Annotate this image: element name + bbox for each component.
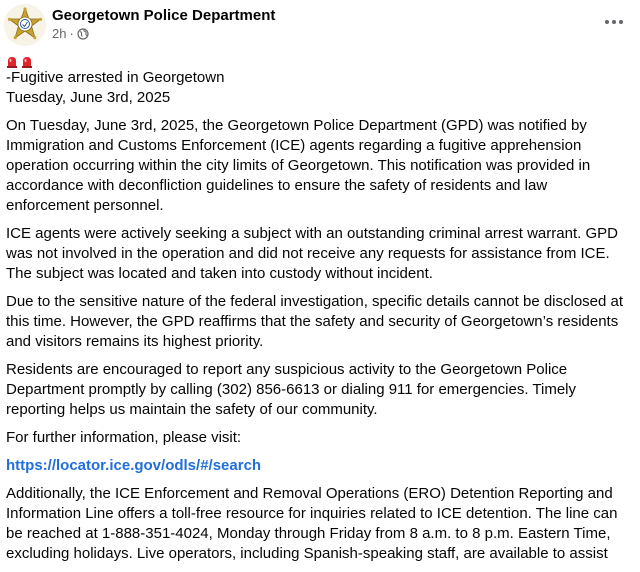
ice-locator-link[interactable]: https://locator.ice.gov/odls/#/search bbox=[6, 457, 262, 474]
police-badge-logo bbox=[4, 4, 46, 46]
paragraph-notification: On Tuesday, June 3rd, 2025, the Georgetown Police Department (GPD) was notified by Immigration and Customs Enforcement (ICE) agents regarding a fugitive apprehension operation occurring within the city limits of Georgetown. This notification was provided in accordance with deconfliction guidelines to ensure the safety of residents and law enforcement personnel. bbox=[6, 117, 591, 214]
paragraph-investigation: Due to the sensitive nature of the federal investigation, specific details cannot be disclosed at this time. However, the GPD reaffirms that the safety and security of Georgetown’s residents and visitors remains its highest priority. bbox=[6, 293, 624, 350]
page-avatar[interactable] bbox=[4, 4, 46, 46]
post-date-line: Tuesday, June 3rd, 2025 bbox=[6, 89, 171, 106]
police-siren-icon bbox=[6, 56, 18, 68]
paragraph-operation: ICE agents were actively seeking a subject with an outstanding criminal arrest warrant. GPD was not involved in the operation and did not receive any requests for assistance from ICE. The subject was located and taken into custody without incident. bbox=[6, 225, 618, 282]
meta-separator: · bbox=[69, 26, 74, 41]
post-title-line: -Fugitive arrested in Georgetown bbox=[6, 69, 225, 86]
paragraph-report: Residents are encouraged to report any suspicious activity to the Georgetown Police Department promptly by calling (302) 856-6613 or dialing 911 for emergencies. Timely reporting helps us maintain the safety of our community. bbox=[6, 361, 577, 418]
post-heading bbox=[6, 68, 632, 108]
globe-icon[interactable] bbox=[77, 28, 89, 40]
post-header bbox=[4, 4, 636, 46]
more-options-button[interactable] bbox=[602, 10, 626, 34]
paragraph-visit: For further information, please visit: bbox=[6, 429, 242, 446]
post-meta bbox=[52, 26, 89, 42]
link-paragraph bbox=[6, 456, 632, 476]
post-timestamp[interactable]: 2h bbox=[52, 26, 67, 41]
emoji-row bbox=[6, 52, 632, 68]
page-name-link[interactable]: Georgetown Police Department bbox=[52, 7, 276, 24]
post-body bbox=[6, 52, 632, 572]
paragraph-ero-line: Additionally, the ICE Enforcement and Removal Operations (ERO) Detention Reporting and Information Line offers a toll-free resource for inquiries related to ICE detention. The line can be reached at 1-888-351-4024, Monday through Friday from 8 a.m. to 8 p.m. Eastern Time, excluding holidays. Live operators, including Spanish-speaking staff, are available to assist bbox=[6, 485, 618, 562]
police-siren-icon bbox=[21, 56, 33, 68]
more-horizontal-icon bbox=[604, 19, 624, 25]
